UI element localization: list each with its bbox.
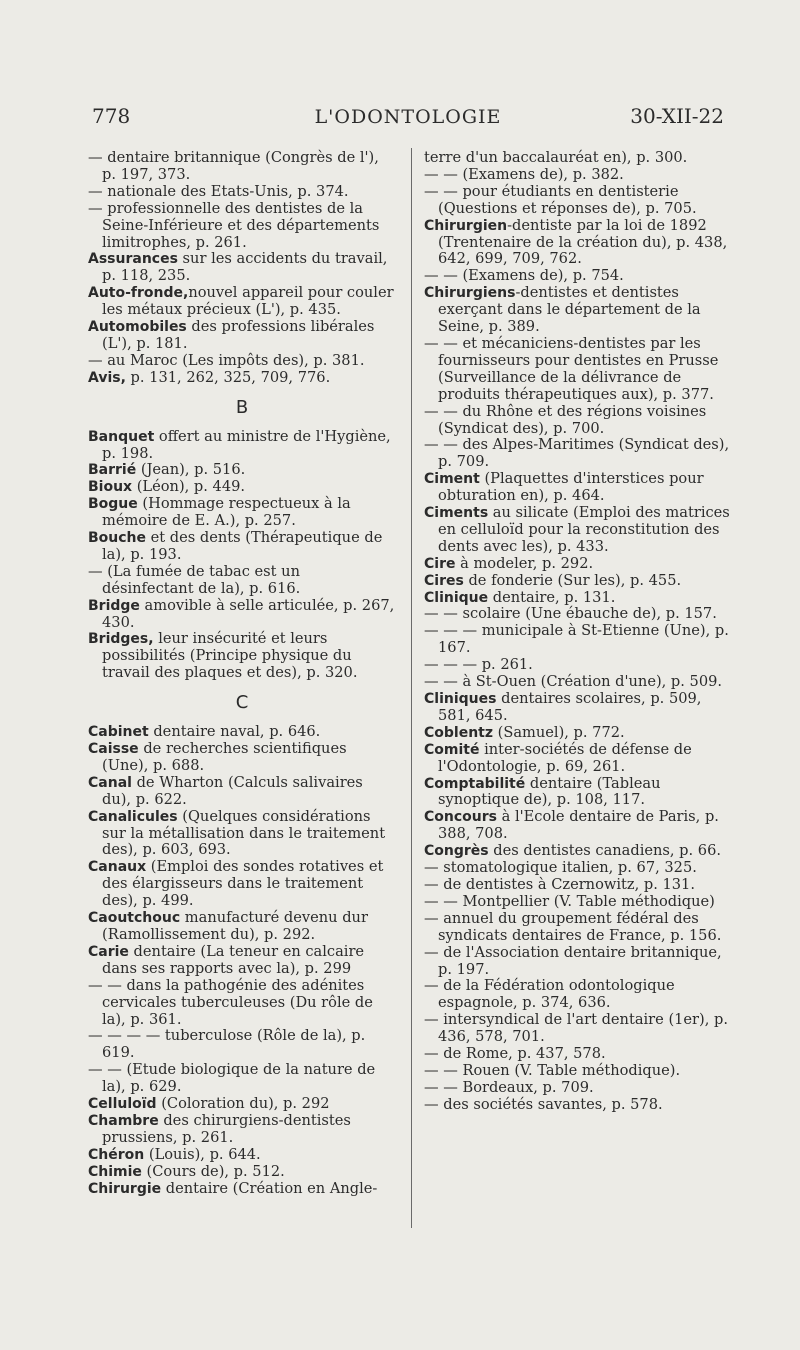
index-entry: [424, 1063, 732, 1080]
index-entry: [88, 496, 396, 530]
entry-heading: Carie: [88, 943, 129, 960]
entry-heading: Caoutchouc: [88, 910, 181, 927]
entry-text: p. 131, 262, 325, 709, 776.: [125, 368, 331, 386]
entry-text: (Samuel), p. 772.: [493, 723, 625, 741]
entry-text: (Cours de), p. 512.: [141, 1162, 285, 1180]
index-entry: [88, 631, 396, 682]
section-letter: C: [235, 692, 249, 714]
index-entry: [424, 1097, 732, 1114]
entry-heading: Ciments: [424, 505, 489, 522]
entry-text: terre d'un baccalauréat en), p. 300.: [424, 149, 688, 166]
entry-text: dentaire (La teneur en calcaire dans ses rapports avec la), p. 299: [102, 942, 365, 977]
entry-heading: Cire: [424, 555, 456, 572]
entry-heading: Comité: [424, 741, 480, 758]
entry-text: — de Rome, p. 437, 578.: [424, 1045, 606, 1063]
entry-text: des chirurgiens-dentistes prussiens, p. 261.: [102, 1111, 351, 1146]
right-column: [424, 150, 732, 1114]
entry-text: dentaire (Création en Angle-: [161, 1179, 378, 1197]
index-entry: [424, 218, 732, 269]
entry-heading: Congrès: [424, 843, 489, 860]
section-letter: B: [235, 396, 249, 418]
index-entry: [88, 462, 396, 479]
entry-text: — (La fumée de tabac est un désinfectant de la), p. 616.: [88, 562, 301, 597]
index-entry: [424, 573, 732, 590]
index-entry: [424, 285, 732, 336]
entry-text: — de dentistes à Czernowitz, p. 131.: [424, 875, 695, 893]
entry-heading: Automobiles: [88, 319, 187, 336]
index-entry: [88, 1028, 396, 1062]
entry-text: (Quelques considérations sur la métallisation dans le traitement des), p. 603, 693.: [102, 807, 386, 859]
entry-text: de fonderie (Sur les), p. 455.: [463, 571, 682, 589]
journal-title: L'ODONTOLOGIE: [314, 106, 502, 128]
index-entry: [424, 657, 732, 674]
entry-heading: Auto-fronde,: [88, 285, 189, 302]
entry-heading: Chimie: [88, 1163, 142, 1180]
entry-heading: Chéron: [88, 1146, 145, 1163]
index-entry: [88, 564, 396, 598]
index-entry: [424, 437, 732, 471]
column-divider: [411, 148, 412, 1228]
index-entry: [424, 167, 732, 184]
index-entry: [88, 370, 396, 387]
running-header: [92, 104, 724, 140]
entry-heading: Coblentz: [424, 724, 494, 741]
entry-heading: Comptabilité: [424, 775, 526, 792]
entry-heading: Concours: [424, 809, 497, 826]
index-entry: [424, 894, 732, 911]
entry-text: et des dents (Thérapeutique de la), p. 193.: [102, 529, 383, 563]
index-entry: [424, 674, 732, 691]
index-entry: [424, 1012, 732, 1046]
entry-text: dentaires scolaires, p. 509, 581, 645.: [438, 690, 702, 724]
index-entry: [424, 742, 732, 776]
entry-text: — annuel du groupement fédéral des syndicats dentaires de France, p. 156.: [424, 909, 722, 944]
index-entry: [424, 336, 732, 404]
entry-text: — — des Alpes-Maritimes (Syndicat des), p. 709.: [424, 436, 730, 471]
index-entry: [88, 429, 396, 463]
index-entry: [88, 285, 396, 319]
entry-text: nouvel appareil pour couler les métaux précieux (L'), p. 435.: [102, 284, 394, 319]
entry-text: — intersyndical de l'art dentaire (1er), p. 436, 578, 701.: [424, 1011, 728, 1046]
index-entry: [424, 691, 732, 725]
entry-text: — professionnelle des dentistes de la Seine-Inférieure et des départements limitrophes, p. 261.: [88, 199, 380, 251]
index-entry: [88, 184, 396, 201]
entry-heading: Bridges,: [88, 631, 154, 648]
entry-heading: Bouche: [88, 530, 147, 547]
entry-text: amovible à selle articulée, p. 267, 430.: [102, 596, 395, 631]
index-entry: [88, 775, 396, 809]
index-entry: [88, 944, 396, 978]
index-entry: [424, 809, 732, 843]
entry-heading: Clinique: [424, 589, 489, 606]
entry-text: inter-sociétés de défense de l'Odontologie, p. 69, 261.: [438, 740, 692, 775]
index-entry: [424, 590, 732, 607]
index-entry: [424, 978, 732, 1012]
index-entry: [424, 505, 732, 556]
entry-heading: Banquet: [88, 428, 155, 445]
entry-text: — des sociétés savantes, p. 578.: [424, 1095, 663, 1113]
index-entry: [88, 598, 396, 632]
entry-text: des dentistes canadiens, p. 66.: [488, 842, 722, 860]
entry-text: — — Rouen (V. Table méthodique).: [424, 1061, 681, 1079]
entry-text: dentaire naval, p. 646.: [148, 723, 321, 741]
entry-text: — — — municipale à St-Etienne (Une), p. 167.: [424, 622, 729, 657]
entry-text: à l'Ecole dentaire de Paris, p. 388, 708.: [438, 808, 719, 843]
entry-text: — — — — tuberculose (Rôle de la), p. 619.: [88, 1027, 366, 1062]
entry-heading: Chirurgie: [88, 1180, 162, 1197]
entry-text: — de la Fédération odontologique espagnole, p. 374, 636.: [424, 977, 675, 1012]
left-column: [88, 150, 396, 1197]
index-entry: [88, 741, 396, 775]
entry-text: — — Bordeaux, p. 709.: [424, 1078, 594, 1096]
index-entry: [424, 776, 732, 810]
index-entry: [424, 1046, 732, 1063]
entry-text: — — (Examens de), p. 382.: [424, 165, 624, 183]
index-entry: [424, 556, 732, 573]
entry-heading: Canaux: [88, 859, 147, 876]
index-entry: [88, 530, 396, 564]
entry-text: — — (Examens de), p. 754.: [424, 267, 624, 285]
entry-heading: Cliniques: [424, 691, 497, 707]
entry-text: — — scolaire (Une ébauche de), p. 157.: [424, 605, 717, 623]
entry-heading: Avis,: [88, 369, 126, 386]
index-entry: [424, 606, 732, 623]
index-entry: [88, 1181, 396, 1198]
index-entry: [88, 1096, 396, 1113]
entry-heading: Canalicules: [88, 808, 178, 825]
entry-text: — au Maroc (Les impôts des), p. 381.: [88, 351, 365, 369]
entry-text: dentaire, p. 131.: [488, 588, 616, 606]
entry-text: — dentaire britannique (Congrès de l'), p. 197, 373.: [88, 149, 379, 183]
entry-heading: Cires: [424, 572, 464, 589]
index-entry: [424, 725, 732, 742]
entry-text: — — Montpellier (V. Table méthodique): [424, 892, 715, 910]
index-entry: [88, 724, 396, 741]
entry-text: (Coloration du), p. 292: [156, 1095, 330, 1113]
entry-text: dentaire (Tableau synoptique de), p. 108, 117.: [438, 774, 661, 809]
entry-heading: Bogue: [88, 496, 138, 513]
page-number: 778: [92, 104, 131, 128]
entry-heading: Bioux: [88, 479, 133, 496]
entry-text: manufacturé devenu dur (Ramollissement du), p. 292.: [102, 909, 368, 943]
entry-text: à modeler, p. 292.: [455, 554, 594, 572]
index-entry: [424, 623, 732, 657]
entry-heading: Chambre: [88, 1112, 159, 1129]
entry-text: (Hommage respectueux à la mémoire de E. A.), p. 257.: [102, 495, 351, 530]
entry-text: de recherches scientifiques (Une), p. 688.: [102, 740, 347, 774]
entry-heading: Assurances: [88, 251, 178, 268]
entry-text: -dentiste par la loi de 1892 (Trentenaire de la création du), p. 438, 642, 699, 709, 762.: [438, 216, 728, 268]
issue-date: 30-XII-22: [630, 104, 724, 128]
index-entry: [424, 945, 732, 979]
entry-text: — stomatologique italien, p. 67, 325.: [424, 859, 697, 877]
entry-text: — — dans la pathogénie des adénites cervicales tuberculeuses (Du rôle de la), p. 361.: [88, 976, 373, 1028]
index-entry: [424, 471, 732, 505]
index-entry: [88, 1147, 396, 1164]
index-entry: [88, 978, 396, 1029]
entry-heading: Cabinet: [88, 724, 149, 741]
entry-text: — — du Rhône et des régions voisines (Syndicat des), p. 700.: [424, 402, 707, 437]
entry-text: leur insécurité et leurs possibilités (Principe physique du travail des plaques et des), p. 320.: [102, 630, 358, 682]
entry-text: (Plaquettes d'interstices pour obturation en), p. 464.: [438, 470, 704, 505]
index-entry: [88, 1113, 396, 1147]
index-entry: [88, 353, 396, 370]
entry-heading: Ciment: [424, 471, 480, 488]
entry-text: — — pour étudiants en dentisterie (Questions et réponses de), p. 705.: [424, 182, 697, 217]
index-entry: [88, 809, 396, 860]
index-entry: [424, 860, 732, 877]
entry-text: de Wharton (Calculs salivaires du), p. 622.: [102, 773, 363, 808]
index-entry: [88, 1062, 396, 1096]
entry-text: -dentistes et dentistes exerçant dans le département de la Seine, p. 389.: [438, 284, 701, 336]
index-entry: [88, 201, 396, 252]
entry-text: (Emploi des sondes rotatives et des élargisseurs dans le traitement des), p. 499.: [102, 858, 384, 910]
entry-text: — — à St-Ouen (Création d'une), p. 509.: [424, 673, 723, 691]
entry-heading: Chirurgien: [424, 217, 508, 234]
index-entry: [424, 911, 732, 945]
entry-text: — — et mécaniciens-dentistes par les fournisseurs pour dentistes en Prusse (Surveillance de la délivrance de produits thérapeutiques aux), p. 377.: [424, 334, 719, 403]
index-entry: [88, 1164, 396, 1181]
entry-text: au silicate (Emploi des matrices en celluloïd pour la reconstitution des dents avec les), p. 433.: [438, 504, 730, 555]
index-entry: [424, 877, 732, 894]
entry-text: des professions libérales (L'), p. 181.: [102, 318, 375, 352]
index-entry: [88, 859, 396, 910]
index-entry: [424, 404, 732, 438]
index-entry: [88, 150, 396, 184]
index-entry: [424, 268, 732, 285]
index-entry: [88, 319, 396, 353]
entry-text: (Louis), p. 644.: [144, 1145, 261, 1163]
entry-text: (Léon), p. 449.: [132, 478, 246, 496]
index-entry: [424, 843, 732, 860]
entry-text: (Jean), p. 516.: [136, 461, 246, 479]
entry-heading: Barrié: [88, 462, 137, 479]
entry-heading: Celluloïd: [88, 1096, 157, 1113]
index-entry: [88, 479, 396, 496]
index-entry: [88, 251, 396, 285]
index-entry: [424, 1080, 732, 1097]
entry-heading: Caisse: [88, 741, 139, 757]
entry-text: — — (Etude biologique de la nature de la), p. 629.: [88, 1061, 376, 1096]
index-entry: [424, 150, 732, 167]
entry-text: — — — p. 261.: [424, 656, 533, 674]
entry-text: — de l'Association dentaire britannique, p. 197.: [424, 943, 722, 978]
entry-text: — nationale des Etats-Unis, p. 374.: [88, 182, 349, 200]
entry-text: offert au ministre de l'Hygiène, p. 198.: [102, 427, 391, 462]
entry-text: sur les accidents du travail, p. 118, 235.: [102, 250, 388, 285]
entry-heading: Chirurgiens: [424, 285, 516, 302]
entry-heading: Canal: [88, 774, 132, 791]
entry-heading: Bridge: [88, 597, 140, 614]
index-entry: [424, 184, 732, 218]
index-entry: [88, 910, 396, 944]
